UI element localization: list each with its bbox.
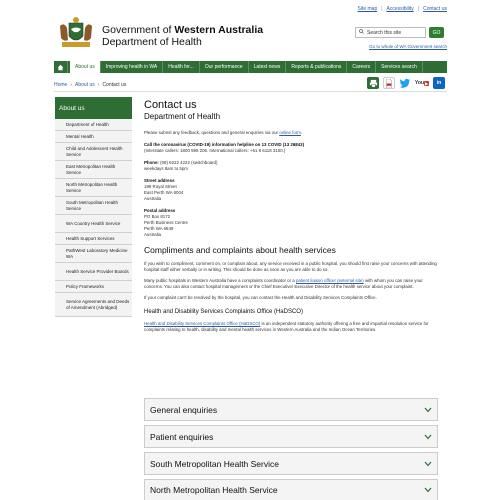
accordion-general-enquiries[interactable] — [144, 398, 438, 421]
sidebar-item-policy-frameworks[interactable]: Policy Frameworks — [55, 281, 132, 293]
online-form-link[interactable]: online form — [279, 130, 301, 135]
sidebar-item-service-agreements[interactable]: Service Agreements and Deeds of Amendment (Abridged) — [55, 293, 132, 317]
chevron-down-icon — [424, 406, 432, 414]
social-links — [367, 77, 445, 89]
hadsco-link[interactable]: Health and Disability Services Complaints Office (HaDSCO) — [144, 321, 261, 326]
accessibility-link[interactable]: Accessibility — [386, 6, 414, 12]
nav-item-careers[interactable]: Careers — [347, 61, 376, 73]
sidebar-item-south-metro[interactable]: South Metropolitan Health Service — [55, 197, 132, 215]
nav-item-improving-health[interactable]: Improving health in WA — [101, 61, 164, 73]
accordion-label: South Metropolitan Health Service — [150, 458, 279, 469]
nav-item-reports[interactable]: Reports & publications — [286, 61, 347, 73]
chevron-down-icon — [424, 460, 432, 468]
page — [54, 0, 447, 500]
postal-address: Postal address PO Box 8172 Perth Business Centre Perth WA 6849 Australia — [144, 208, 188, 237]
breadcrumb-about-us[interactable]: About us — [75, 82, 95, 88]
sidebar-item-pathwest[interactable]: PathWest Laboratory Medicine WA — [55, 245, 132, 263]
nav-item-our-performance[interactable]: Our performance — [200, 61, 249, 73]
accordion-patient-enquiries[interactable] — [144, 425, 438, 448]
compliments-paragraph-3: If your complaint can't be resolved by the hospital, you can contact the Health and Disability Services Complaints Office. — [144, 295, 377, 300]
nav-item-health-for[interactable]: Health for... — [163, 61, 200, 73]
sidebar-item-provider-boards[interactable]: Health Service Provider Boards — [55, 263, 132, 281]
covid-helpline: Call the coronavirus (COVID-19) information helpline on 13 COVID (13 26843) (Interstate callers: 1800 595 206. International callers: +61 8 6118 3100.) — [144, 142, 305, 153]
separator: | — [381, 6, 383, 12]
nav-item-services-search[interactable]: Services search — [376, 61, 423, 73]
main-content — [144, 99, 438, 333]
site-map-link[interactable]: Site map — [357, 6, 378, 12]
search-input[interactable] — [355, 27, 426, 38]
breadcrumb-home[interactable]: Home — [54, 82, 68, 88]
print-icon[interactable] — [367, 77, 379, 89]
youtube-icon[interactable]: You ▶ — [414, 80, 429, 86]
divider — [54, 91, 447, 92]
accordion-label: Patient enquiries — [150, 431, 214, 442]
contact-us-link[interactable]: Contact us — [423, 6, 447, 12]
brand-line-1: Government of Western Australia — [102, 24, 264, 36]
page-subtitle: Department of Health — [144, 112, 221, 121]
hadsco-paragraph: Health and Disability Services Complaints Office (HaDSCO) is an independent statutory authority offering a free and impartial resolution service for complaints relating to health, disability and mental health services in Western Australia and the Indian Ocean Territories. — [144, 321, 429, 332]
sidebar-item-north-metro[interactable]: North Metropolitan Health Service — [55, 179, 132, 197]
sidebar-heading[interactable]: About us — [55, 97, 132, 119]
breadcrumb-current: Contact us — [102, 82, 127, 88]
accordion-label: General enquiries — [150, 404, 218, 415]
sidebar-item-child-adolescent[interactable]: Child and Adolescent Health Service — [55, 143, 132, 161]
brand[interactable] — [102, 24, 263, 48]
phone-info: Phone: (08) 9222 4222 (switchboard) weekdays 8am to 5pm — [144, 160, 218, 171]
chevron-down-icon — [424, 486, 432, 494]
linkedin-icon[interactable]: in — [433, 77, 445, 89]
breadcrumb — [54, 82, 126, 88]
compliments-heading: Compliments and complaints about health services — [144, 245, 336, 255]
sidebar-item-department-of-health[interactable]: Department of Health — [55, 119, 132, 131]
page-title: Contact us — [144, 99, 197, 111]
sidebar-item-health-support[interactable]: Health Support Services — [55, 233, 132, 245]
search-bar — [355, 27, 444, 38]
search-placeholder: Search this site — [367, 29, 402, 36]
hadsco-heading: Health and Disability Services Complaints Office (HaDSCO) — [144, 309, 303, 315]
pdf-icon[interactable] — [383, 77, 395, 89]
breadcrumb-separator: › — [70, 82, 73, 88]
wa-government-search-link[interactable]: Go to whole of WA Government search — [369, 44, 447, 49]
nav-item-about-us[interactable]: About us — [70, 61, 101, 73]
search-icon — [359, 29, 364, 36]
nav-item-latest-news[interactable]: Latest news — [249, 61, 287, 73]
compliments-paragraph-1: If you wish to compliment, comment on, or complain about, any service received in a public hospital, you should first raise your concerns with attending hospital staff either verbally or in writing. This should be done as soon as you are able to do so. — [144, 261, 437, 272]
brand-line-2: Department of Health — [102, 36, 202, 48]
intro-text: Please submit any feedback, questions and general enquiries via our online form. — [144, 130, 303, 135]
sidebar-item-mental-health[interactable]: Mental Health — [55, 131, 132, 143]
patient-liaison-link[interactable]: patient liaison officer (external site) — [295, 278, 364, 283]
search-go-button[interactable]: GO — [429, 27, 444, 38]
home-icon[interactable] — [54, 61, 68, 73]
main-nav — [54, 61, 447, 73]
wa-coat-of-arms-logo[interactable] — [56, 14, 96, 52]
sidebar-item-wa-country[interactable]: WA Country Health Service — [55, 215, 132, 233]
accordion-south-metro[interactable] — [144, 452, 438, 475]
breadcrumb-separator: › — [97, 82, 100, 88]
top-links — [358, 6, 448, 12]
sidebar — [55, 97, 132, 317]
accordion-label: North Metropolitan Health Service — [150, 485, 278, 495]
chevron-down-icon — [424, 433, 432, 441]
accordion-north-metro[interactable] — [144, 479, 438, 500]
street-address: Street address 189 Royal Street East Perth WA 6004 Australia — [144, 178, 184, 201]
compliments-paragraph-2: Many public hospitals in Western Australia have a complaints coordinator or a patient liaison officer (external site) with whom you can raise your concerns. You can also contact hospital management or the Chief Executive/ Executive Director of the health service about your complaint. — [144, 278, 423, 289]
twitter-icon[interactable] — [399, 77, 411, 89]
separator: | — [417, 6, 420, 12]
sidebar-item-east-metro[interactable]: East Metropolitan Health Service — [55, 161, 132, 179]
